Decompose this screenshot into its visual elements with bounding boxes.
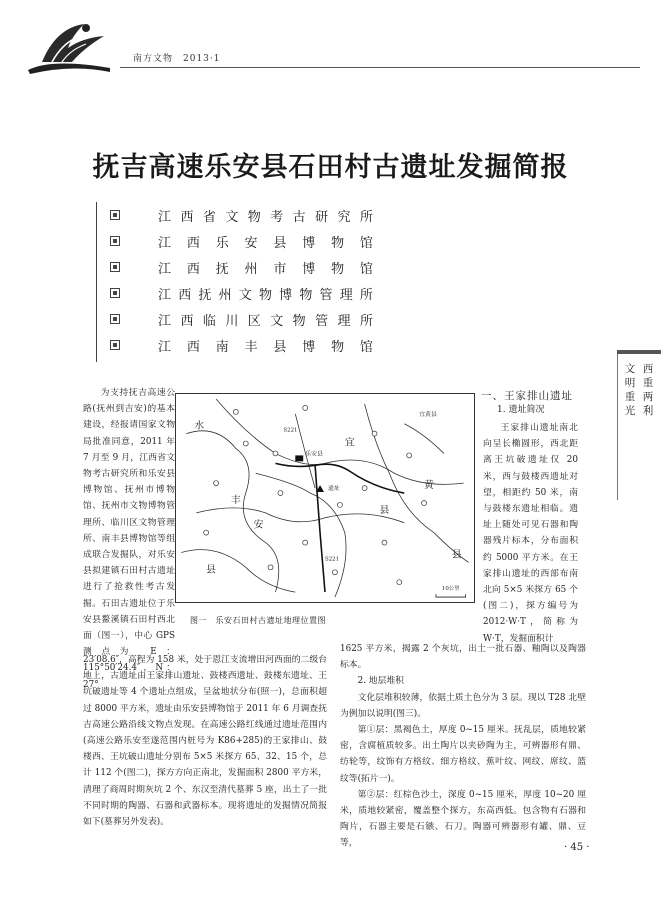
square-bullet-icon <box>110 314 120 324</box>
affiliation-item <box>110 309 373 329</box>
location-map <box>175 393 475 603</box>
affiliation-item <box>110 231 373 251</box>
map-label: 黄 <box>424 480 434 492</box>
map-label: 遗址 <box>327 485 340 493</box>
map-label: 安 <box>253 519 264 531</box>
subsection-heading: 2. 地层堆积 <box>357 676 404 687</box>
county-seat-marker <box>295 455 303 461</box>
subsection-heading: 1. 遗址简况 <box>497 405 545 415</box>
figure-caption: 图一 乐安石田村古遗址地理位置图 <box>190 616 326 625</box>
map-label: 县 <box>206 564 217 576</box>
map-label: S221 <box>325 556 340 563</box>
paragraph: 1625 平方米，揭露 2 个灰坑，出土一批石器、釉陶以及陶器标本。 <box>340 644 586 671</box>
affiliation-name: 江 西 南 丰 县 博 物 馆 <box>158 340 373 355</box>
intro-paragraph: 为支持抚吉高速公路(抚州到吉安)的基本建设，经报请国家文物局批准同意，2011 年 7 月至 9 月，江西省文物考古研究所和乐安县博物馆、抚州市博物馆、抚州市文物博物管理所、临川区文物管理所、南丰县博物馆等组成联合发掘队，对乐安县拟建镇石田村古遗址进行了抢救性考古发掘。石田古遗址位于乐安县鳌溪镇石田村西北面（图一），中心 GPS 测点为 E：115°50′24.4″，N：27° <box>83 388 175 690</box>
square-bullet-icon <box>110 288 120 298</box>
side-tab-marker <box>617 350 661 354</box>
map-label: 县 <box>379 504 390 516</box>
article-title: 抚吉高速乐安县石田村古遗址发掘简报 <box>92 152 569 183</box>
header-divider <box>120 67 640 68</box>
paragraph: 第②层：红棕色沙土，深度 0~15 厘米，厚度 10~20 厘米，质地较紧密，覆盖整个探方，东高西低。包含物有石器和陶片，石器主要是石镞、石刀。陶器可辨器形有罐、鼎、豆等， <box>340 789 586 849</box>
map-label: S221 <box>283 427 298 434</box>
paragraph: 第①层：黑褐色土，厚度 0~15 厘米。抚乱层，质地较紧密，含腐植质较多。出土陶片以夹砂陶为主，可辨器形有鼎、纺轮等，纹饰有方格纹、细方格纹、蕉叶纹、网纹、席纹、篮纹等(拓片一)。 <box>340 725 586 784</box>
intro-paragraph-continued: 23′08.6″，高程为 158 米，处于恩江支流增田河西面的二级台地上，古遗址由王家排山遗址、鼓楼西遗址、鼓楼东遗址、王坑破遗址等 4 个遗址点组成，呈盆地状分布(照一)，总面积超过 8000 平方米，遗址由乐安县博物馆于 2011 年 6 月调查抚吉高速公路沿线文物点发现。在高速公路红线通过遗址范围内(高速公路乐安至遂范围内桩号为 K86+285)的王家排山、鼓楼西、王坑破山遗址分别布 5×5 米探方 65、32、15 个，总计 112 个(图二)，探方方向正南北，发掘面积 2800 平方米，清理了商周时期灰坑 2 个、东汉至清代墓葬 5 座，出土了一批不同时期的陶器、石器和武器标本。现将遗址的发掘情况简报如下(墓葬另外发表)。 <box>83 655 327 828</box>
journal-header: 南方文物 2013·1 <box>133 54 221 64</box>
paragraph: 文化层堆积较薄，依据土质土色分为 3 层。现以 T28 北壁为例加以说明(图三)。 <box>340 692 586 719</box>
side-tab-text: 文 明 重 光 <box>624 363 636 417</box>
square-bullet-icon <box>110 210 120 220</box>
scale-bar <box>436 594 466 597</box>
affiliation-name: 江 西 乐 安 县 博 物 馆 <box>158 236 373 251</box>
page-number: · 45 · <box>564 842 590 853</box>
side-tab-text: 西 重 两 利 <box>642 363 654 417</box>
map-label: 县 <box>451 549 462 561</box>
affiliation-name: 江 西 抚 州 市 博 物 馆 <box>158 262 373 277</box>
square-bullet-icon <box>110 340 120 350</box>
journal-logo <box>22 18 117 76</box>
square-bullet-icon <box>110 236 120 246</box>
section-heading: 一、王家排山遗址 <box>481 390 573 402</box>
square-bullet-icon <box>110 262 120 272</box>
map-label: 宜黄县 <box>419 410 437 418</box>
map-label: 宜 <box>344 437 355 449</box>
affiliation-item <box>110 205 373 225</box>
affiliation-name: 江 西 省 文 物 考 古 研 究 所 <box>158 210 373 225</box>
map-label: 丰 <box>230 494 241 506</box>
affiliation-item <box>110 257 373 277</box>
affiliation-name: 江 西 临 川 区 文 物 管 理 所 <box>158 314 373 329</box>
affiliation-divider <box>96 202 97 362</box>
scale-label: 10公里 <box>441 586 460 593</box>
map-label: 乐安县 <box>305 450 324 458</box>
site-description-paragraph: 王家排山遗址南北向呈长椭圆形，西北距离王坑破遗址仅 20 米，西与鼓楼西遗址对望，相距约 50 米，南与鼓楼东遗址相临。遗址上随处可见石器和陶器残片标本，分布面积约 5000 平方米。在王家排山遗址的西部布南北向 5×5 米探方 65 个(图二)，探方编号为 2012·W·T，简称为 W·T，发掘面积计 <box>483 423 578 644</box>
affiliation-item <box>110 283 373 303</box>
column-side-tab <box>617 350 661 500</box>
stratigraphy-section <box>340 641 586 852</box>
map-label: 水 <box>194 420 205 432</box>
affiliation-name: 江 西 抚 州 文 物 博 物 管 理 所 <box>158 288 373 303</box>
affiliation-item <box>110 335 373 355</box>
